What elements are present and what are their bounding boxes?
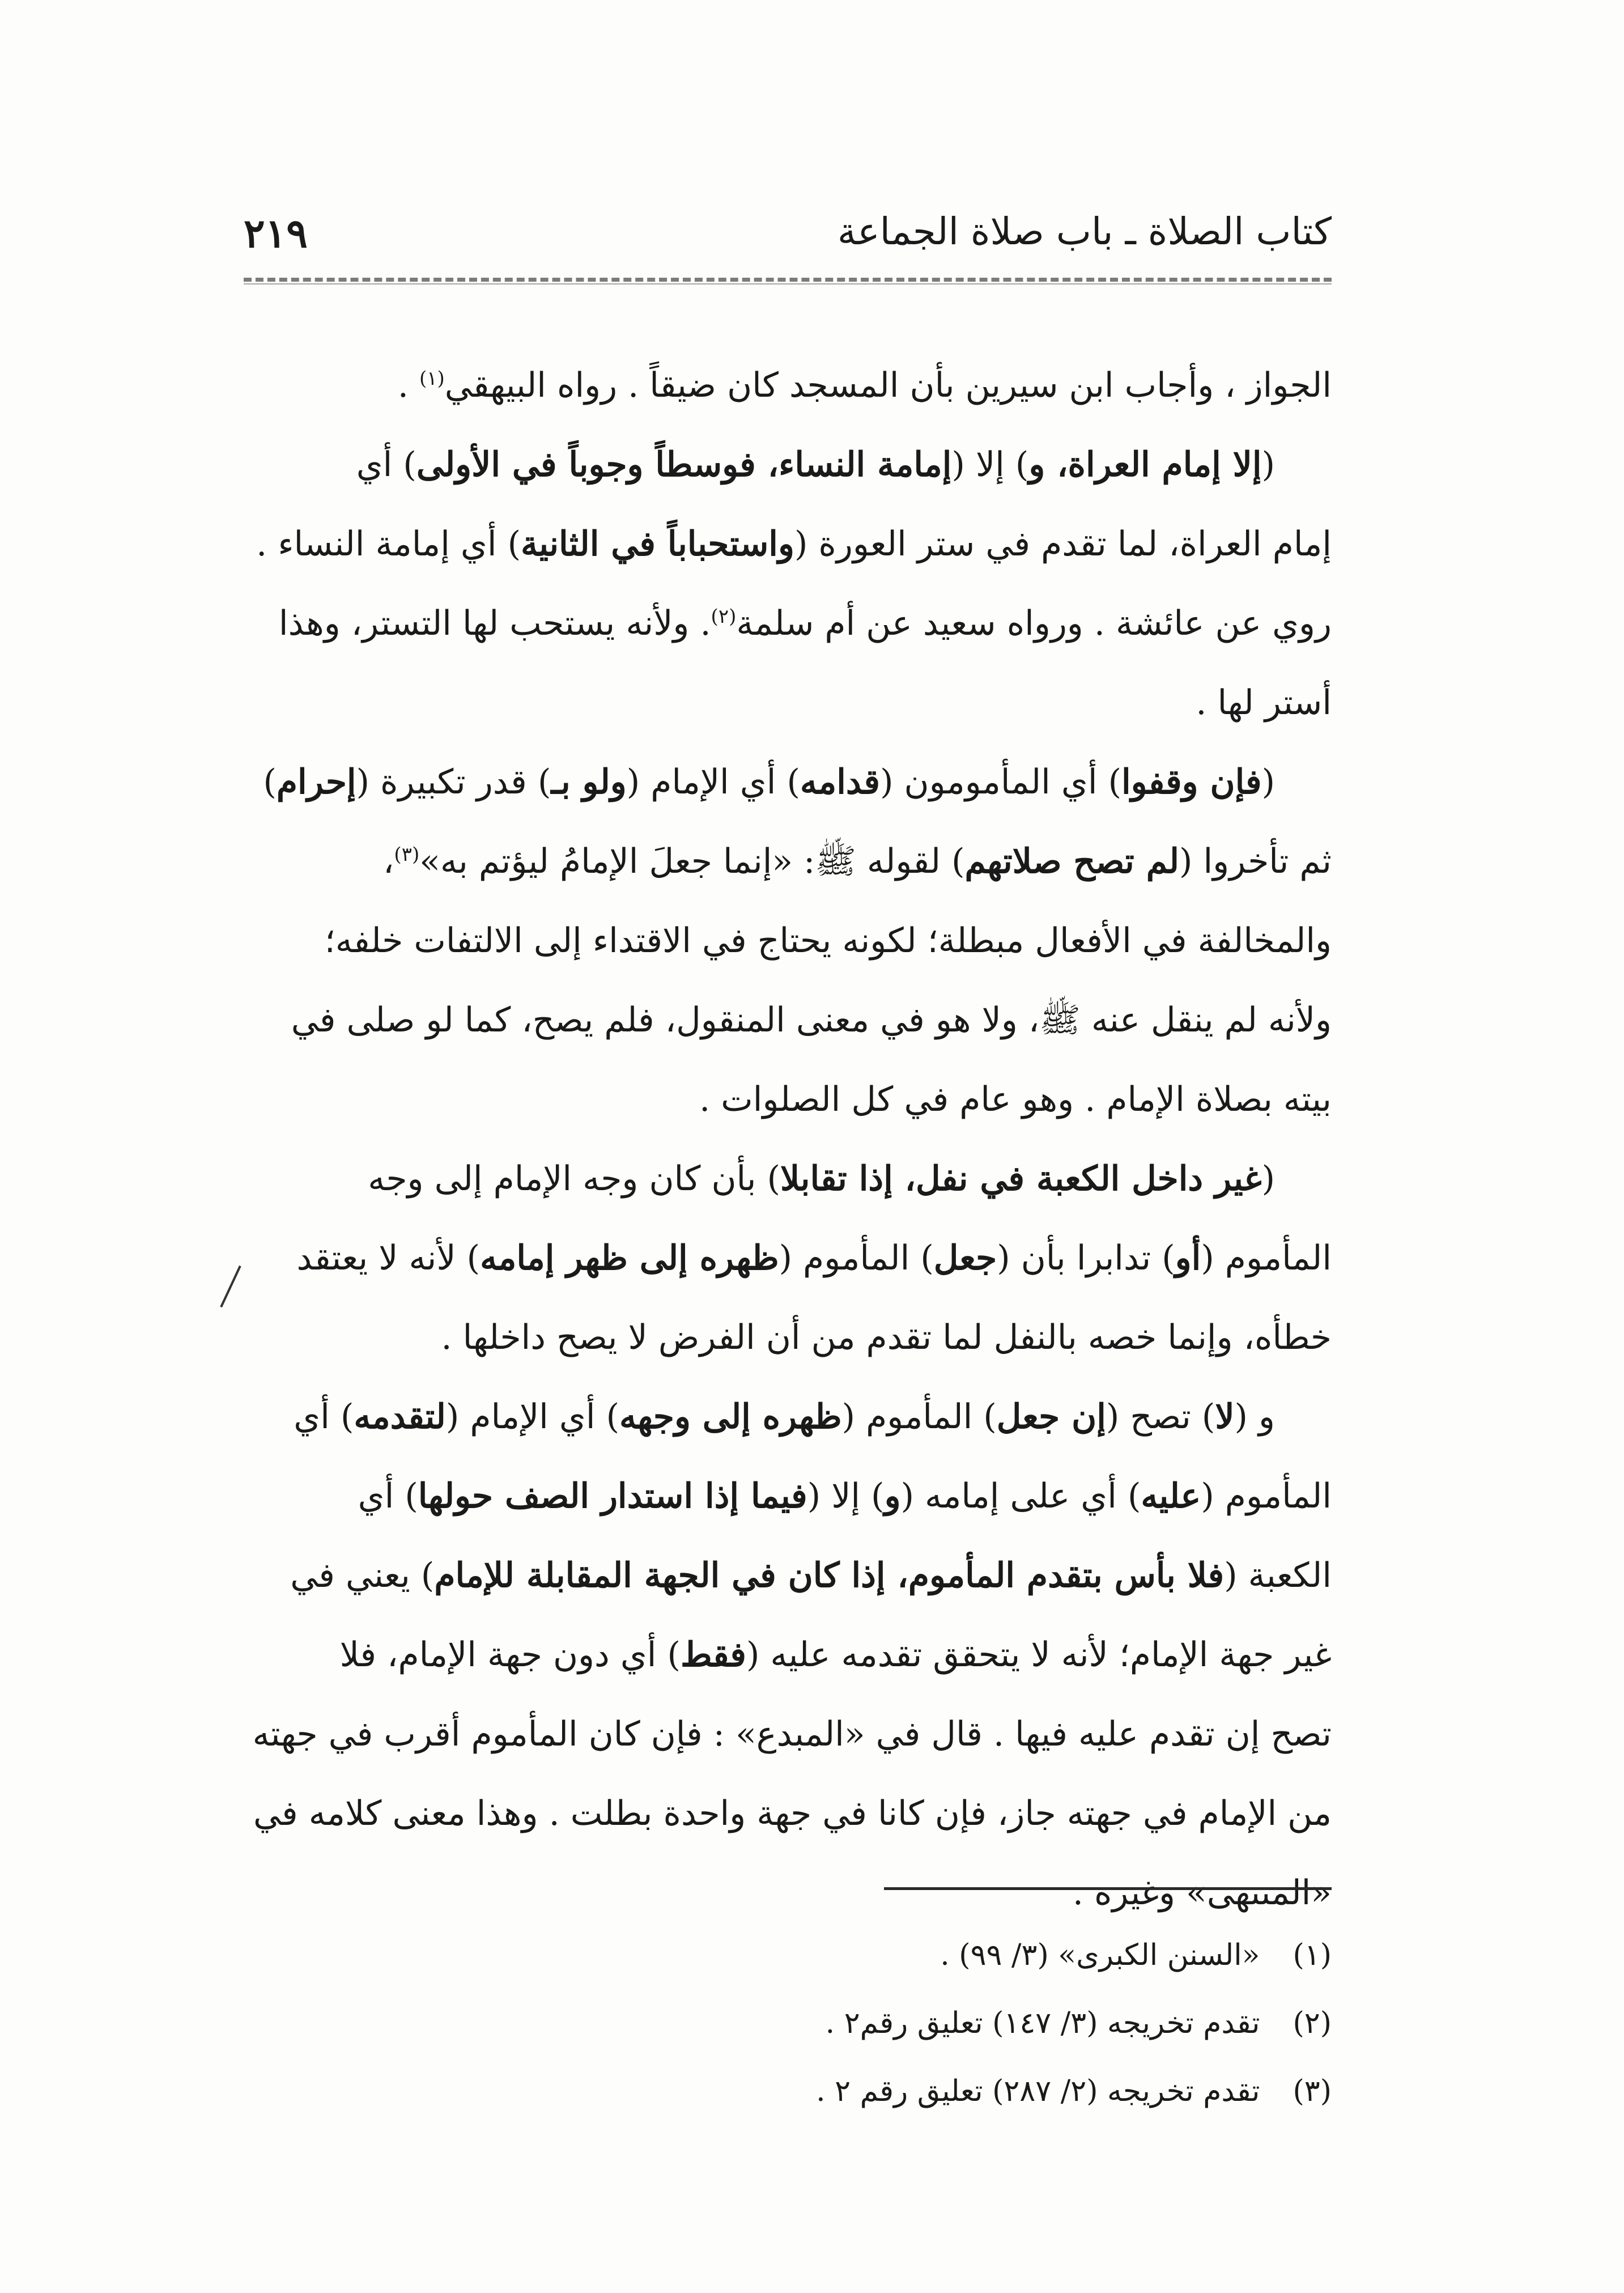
text-run: ) لأنه لا يعتقد xyxy=(296,1238,481,1278)
footnote-number: (٢) xyxy=(1293,2006,1332,2040)
text-line: بيته بصلاة الإمام . وهو عام في كل الصلوات . xyxy=(699,1080,1332,1119)
matn-text: ظهره إلى ظهر إمامه xyxy=(480,1238,779,1278)
matn-text: إن جعل xyxy=(996,1397,1106,1437)
matn-text: جعل xyxy=(933,1238,997,1278)
text-run: ، xyxy=(383,842,394,881)
text-run: ) أي الإمام ( xyxy=(445,1397,620,1437)
matn-text: واستحباباً في الثانية xyxy=(521,524,794,564)
text-run: و ( xyxy=(1234,1397,1275,1437)
text-line: والمخالفة في الأفعال مبطلة؛ لكونه يحتاج في الاقتداء إلى الالتفات خلفه؛ xyxy=(324,921,1332,961)
text-run: ( xyxy=(1261,1159,1275,1199)
text-line xyxy=(238,1457,1332,1536)
matn-text: إمامة النساء، فوسطاً وجوباً في الأولى xyxy=(416,445,952,485)
matn-text: ظهره إلى وجهه xyxy=(619,1397,842,1437)
text-run: ) أي xyxy=(294,1397,354,1437)
matn-text: إحرام xyxy=(276,762,356,802)
footnote-1 xyxy=(238,1921,1332,1989)
footnote-divider xyxy=(884,1887,1332,1890)
text-run: ) إلا ( xyxy=(951,445,1029,485)
text-line xyxy=(238,1377,1332,1457)
matn-text: و xyxy=(884,1476,901,1516)
text-line xyxy=(238,584,1332,663)
text-run: ) المأموم ( xyxy=(841,1397,997,1437)
footnote-ref-3: (٣) xyxy=(394,843,420,866)
text-run: ) قدر تكبيرة ( xyxy=(356,762,551,802)
main-text xyxy=(238,346,1332,1933)
text-run: ) بأن كان وجه الإمام إلى وجه xyxy=(368,1159,780,1199)
text-line: «المنتهى» وغيره . xyxy=(1072,1873,1332,1913)
matn-text: لا xyxy=(1215,1397,1235,1437)
footnote-3 xyxy=(238,2057,1332,2125)
text-run: ) أي على إمامه ( xyxy=(900,1476,1141,1516)
matn-text: قدامه xyxy=(800,762,881,802)
paragraph-3 xyxy=(238,742,1332,1139)
text-run: إمام العراة، لما تقدم في ستر العورة ( xyxy=(794,524,1332,564)
text-run: ( xyxy=(1261,445,1275,485)
text-line xyxy=(238,346,1332,425)
text-line xyxy=(238,504,1332,584)
footnote-2 xyxy=(238,1989,1332,2057)
text-run: ) تدابرا بأن ( xyxy=(997,1238,1175,1278)
footnote-number: (٣) xyxy=(1293,2074,1332,2108)
text-run: ) تصح ( xyxy=(1106,1397,1215,1437)
text-line: من الإمام في جهته جاز، فإن كانا في جهة واحدة بطلت . وهذا معنى كلامه في xyxy=(253,1794,1332,1833)
text-run: ) أي الإمام ( xyxy=(626,762,800,802)
text-line xyxy=(238,1536,1332,1615)
text-run: ) أي xyxy=(358,1476,418,1516)
footnote-ref-1: (١) xyxy=(419,367,445,390)
text-line: خطأه، وإنما خصه بالنفل لما تقدم من أن الفرض لا يصح داخلها . xyxy=(441,1318,1332,1357)
text-run: . ولأنه يستحب لها التستر، وهذا xyxy=(278,604,711,643)
matn-text: لتقدمه xyxy=(354,1397,446,1437)
paragraph-2 xyxy=(238,425,1332,742)
text-line: تصح إن تقدم عليه فيها . قال في «المبدع» : فإن كان المأموم أقرب في جهته xyxy=(252,1714,1332,1754)
footnotes xyxy=(238,1921,1332,2125)
matn-text: فلا بأس بتقدم المأموم، إذا كان في الجهة المقابلة للإمام xyxy=(434,1556,1225,1595)
header-divider-thin xyxy=(244,283,1332,284)
text-run: المأموم ( xyxy=(1201,1238,1332,1278)
page-number: ٢١٩ xyxy=(244,210,308,257)
text-run: ) يعني في xyxy=(290,1556,435,1595)
text-run: ) أي دون جهة الإمام، فلا xyxy=(339,1635,681,1675)
text-line xyxy=(238,1218,1332,1298)
text-run: ) إلا ( xyxy=(807,1476,885,1516)
text-run: ) أي إمامة النساء . xyxy=(256,524,521,564)
footnote-number: (١) xyxy=(1293,1938,1332,1972)
matn-text: لم تصح صلاتهم xyxy=(964,842,1179,881)
text-run: . xyxy=(397,366,419,405)
footnote-text: تقدم تخريجه (٣/ ١٤٧) تعليق رقم٢ . xyxy=(825,2006,1260,2040)
text-line xyxy=(238,425,1332,504)
paragraph-1 xyxy=(238,346,1332,425)
footnote-text: «السنن الكبرى» (٣/ ٩٩) . xyxy=(940,1938,1260,1972)
paragraph-5 xyxy=(238,1377,1332,1933)
text-line xyxy=(238,822,1332,901)
text-run: ) xyxy=(263,762,277,802)
text-run: روي عن عائشة . ورواه سعيد عن أم سلمة xyxy=(736,604,1332,643)
matn-text: فقط xyxy=(680,1635,746,1675)
text-line: أستر لها . xyxy=(1196,683,1332,723)
page-header xyxy=(244,204,1332,266)
text-line xyxy=(238,1139,1332,1218)
matn-text: فيما إذا استدار الصف حولها xyxy=(418,1476,807,1516)
text-run: ) لقوله ﷺ: «إنما جعلَ الإمامُ ليؤتم به» xyxy=(419,842,965,881)
matn-text: فإن وقفوا xyxy=(1121,762,1262,802)
text-line xyxy=(238,1615,1332,1695)
matn-text: إلا إمام العراة، و xyxy=(1028,445,1262,485)
text-run: ) المأموم ( xyxy=(779,1238,934,1278)
text-line: ولأنه لم ينقل عنه ﷺ، ولا هو في معنى المنقول، فلم يصح، كما لو صلى في xyxy=(291,1000,1332,1040)
text-run: ) أي xyxy=(356,445,416,485)
matn-text: أو xyxy=(1175,1238,1201,1278)
matn-text: عليه xyxy=(1141,1476,1201,1516)
running-title: كتاب الصلاة ـ باب صلاة الجماعة xyxy=(837,210,1332,253)
text-run: المأموم ( xyxy=(1201,1476,1332,1516)
matn-text: ولو بـ xyxy=(551,762,627,802)
text-run: غير جهة الإمام؛ لأنه لا يتحقق تقدمه عليه ( xyxy=(746,1635,1332,1675)
text-run: الجواز ، وأجاب ابن سيرين بأن المسجد كان ضيقاً . رواه البيهقي xyxy=(444,366,1332,405)
text-run: ثم تأخروا ( xyxy=(1179,842,1332,881)
matn-text: غير داخل الكعبة في نفل، إذا تقابلا xyxy=(780,1159,1262,1199)
header-divider xyxy=(244,278,1332,282)
footnote-ref-2: (٢) xyxy=(711,605,737,628)
text-run: ) أي المأمومون ( xyxy=(880,762,1121,802)
text-run: الكعبة ( xyxy=(1224,1556,1332,1595)
paragraph-4 xyxy=(238,1139,1332,1377)
footnote-text: تقدم تخريجه (٢/ ٢٨٧) تعليق رقم ٢ . xyxy=(816,2074,1260,2108)
text-run: ( xyxy=(1261,762,1275,802)
text-line xyxy=(238,742,1332,822)
